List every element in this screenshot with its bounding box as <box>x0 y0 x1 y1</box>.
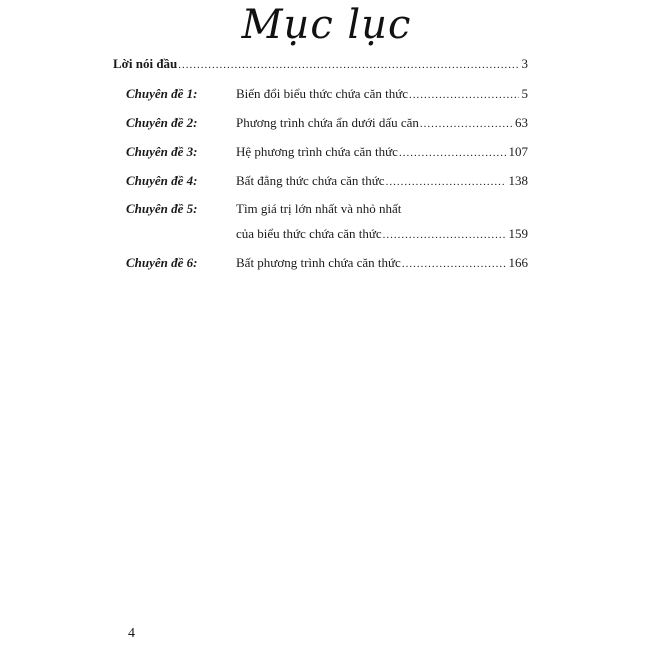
chapter-label: Chuyên đề 4: <box>126 173 198 188</box>
chapter-label: Chuyên đề 6: <box>126 255 198 270</box>
toc-row-preface <box>0 54 653 74</box>
dot-leader <box>420 114 512 134</box>
dot-leader <box>178 55 518 75</box>
chapter-label: Chuyên đề 1: <box>126 86 198 101</box>
toc-entry-chapter-1[interactable] <box>236 84 528 105</box>
page-number: 63 <box>515 115 528 130</box>
toc-row-chapter-5 <box>0 199 653 219</box>
chapter-title-continued: của biểu thức chứa căn thức <box>236 226 382 241</box>
toc-entry-chapter-5-line-1[interactable] <box>236 199 528 219</box>
page-title: Mục lục <box>241 2 412 48</box>
toc-row-chapter-5-cont <box>0 224 653 244</box>
toc-entry-chapter-2[interactable] <box>236 113 528 134</box>
toc-row-chapter-2 <box>0 113 653 133</box>
chapter-label: Chuyên đề 5: <box>126 201 198 216</box>
toc-entry-chapter-4[interactable] <box>236 171 528 192</box>
page-number: 159 <box>508 226 528 241</box>
footer-page-number: 4 <box>128 626 135 641</box>
toc-entry-chapter-5-line-2[interactable] <box>236 224 528 245</box>
toc-entry-chapter-6[interactable] <box>236 253 528 274</box>
chapter-label: Chuyên đề 2: <box>126 115 198 130</box>
page-number: 107 <box>508 144 528 159</box>
toc-row-chapter-4 <box>0 171 653 191</box>
chapter-title: Hệ phương trình chứa căn thức <box>236 144 398 159</box>
page-number: 138 <box>508 173 528 188</box>
toc-entry-preface[interactable] <box>113 54 528 75</box>
dot-leader <box>386 172 506 192</box>
toc-row-chapter-6 <box>0 253 653 273</box>
chapter-title: Biến đổi biểu thức chứa căn thức <box>236 86 409 101</box>
page-number: 166 <box>508 255 528 270</box>
chapter-title: Bất đẳng thức chứa căn thức <box>236 173 385 188</box>
page-number: 5 <box>521 86 528 101</box>
dot-leader <box>402 254 506 274</box>
chapter-title: Phương trình chứa ẩn dưới dấu căn <box>236 115 419 130</box>
chapter-title: Tìm giá trị lớn nhất và nhỏ nhất <box>236 201 402 216</box>
page-number: 3 <box>521 56 528 71</box>
dot-leader <box>383 225 506 245</box>
dot-leader <box>409 85 518 105</box>
preface-label: Lời nói đầu <box>113 56 178 71</box>
chapter-label: Chuyên đề 3: <box>126 144 198 159</box>
dot-leader <box>399 143 506 163</box>
toc-row-chapter-3 <box>0 142 653 162</box>
chapter-title: Bất phương trình chứa căn thức <box>236 255 401 270</box>
toc-row-chapter-1 <box>0 84 653 104</box>
toc-entry-chapter-3[interactable] <box>236 142 528 163</box>
